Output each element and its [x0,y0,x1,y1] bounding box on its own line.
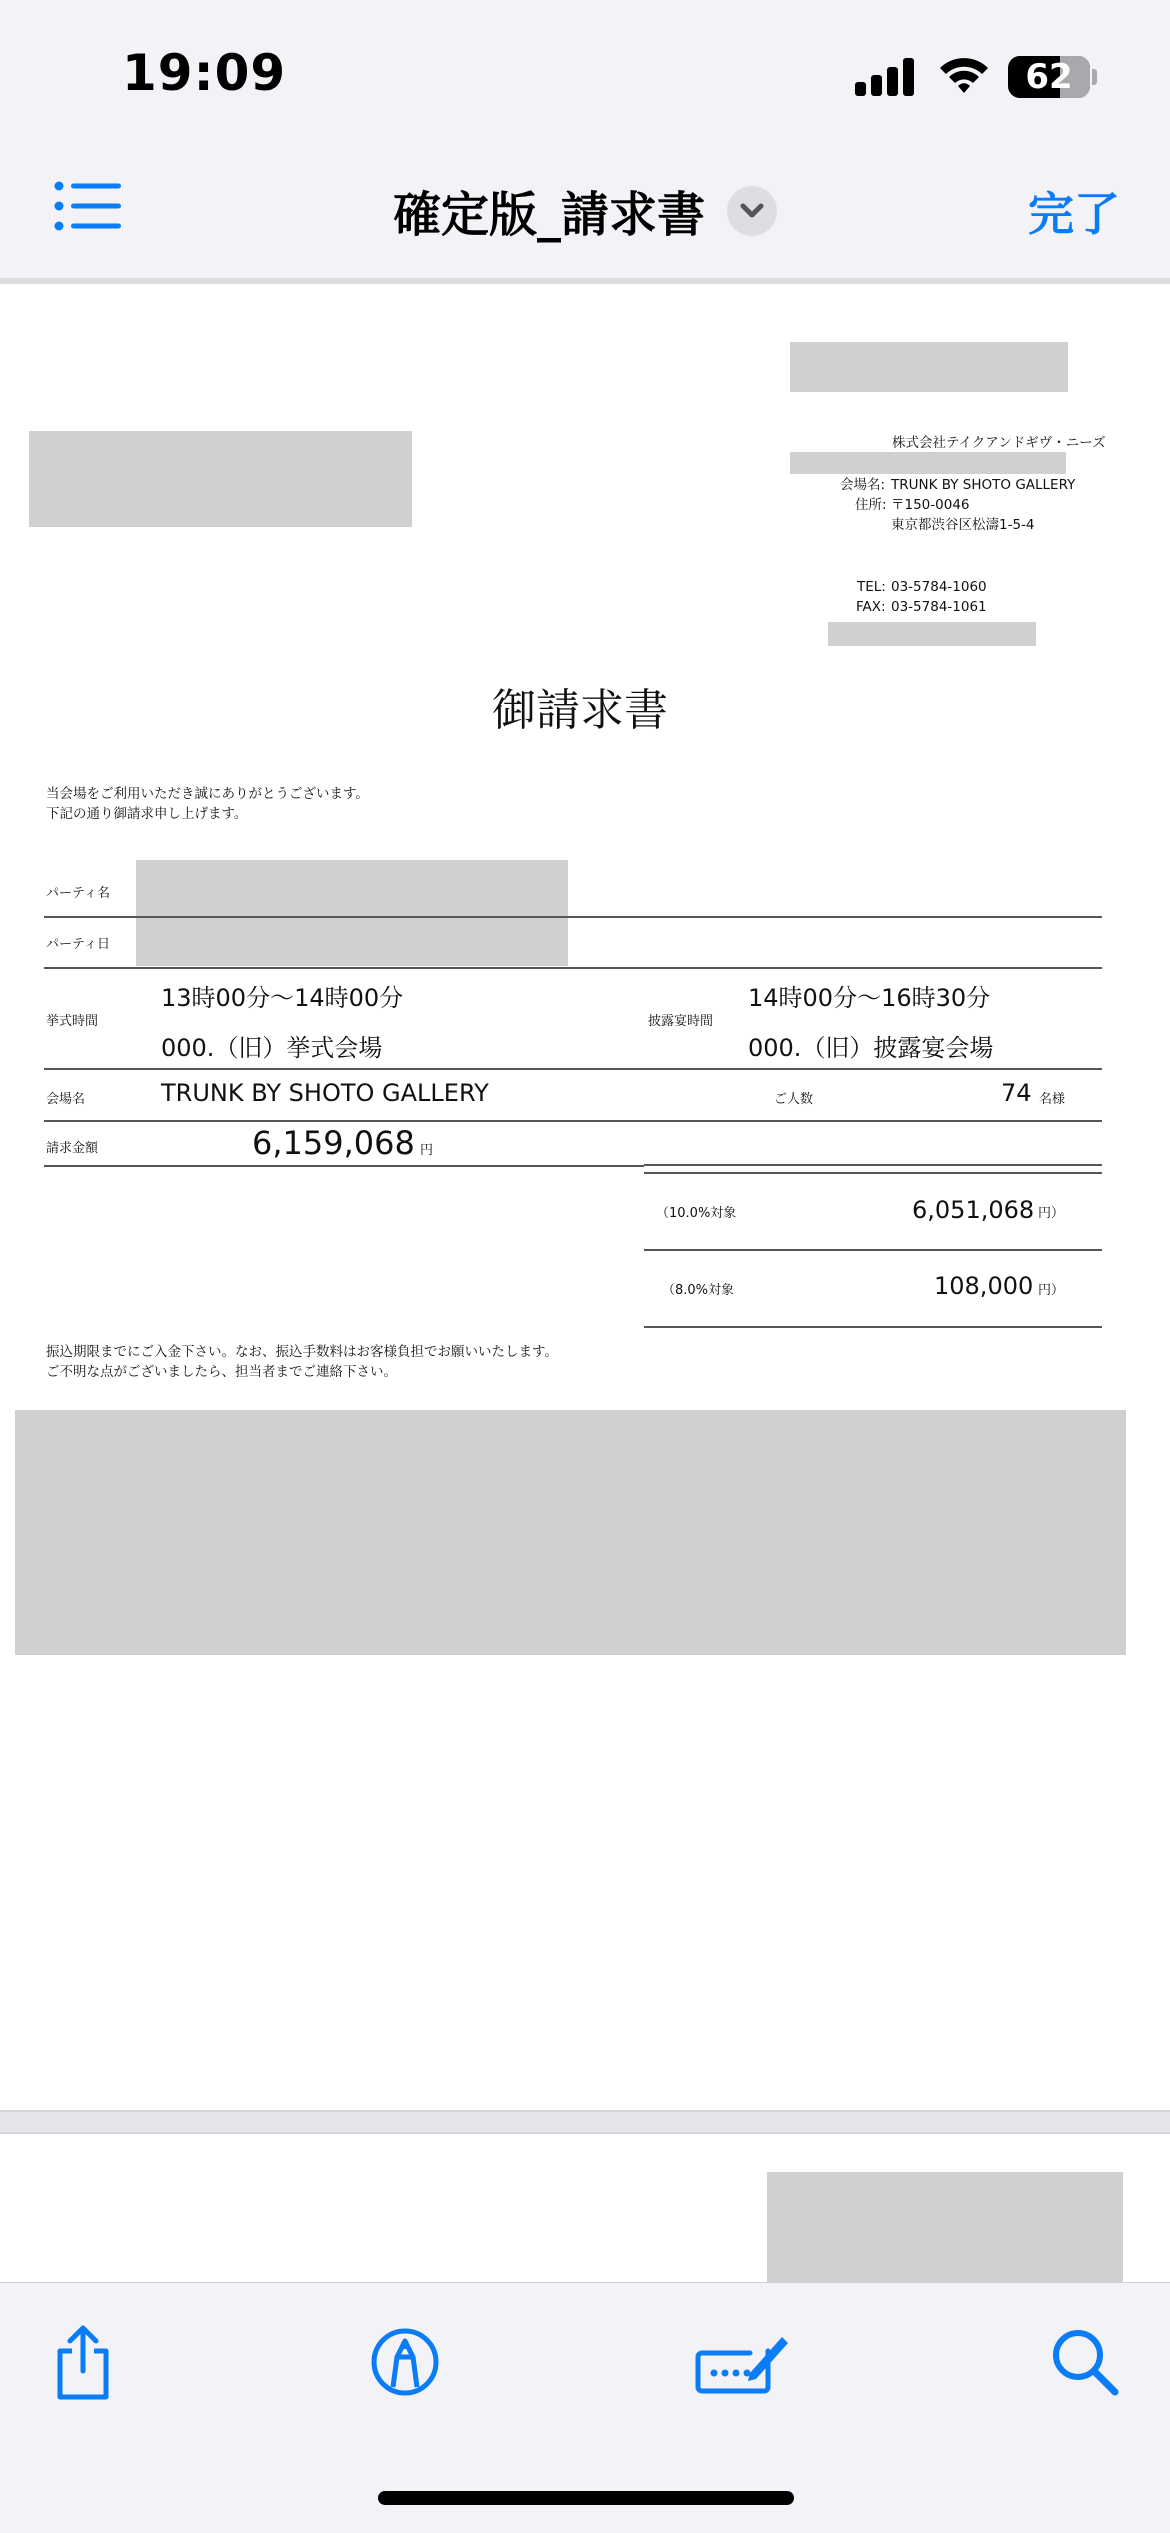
redacted-block [828,622,1036,646]
table-rule [44,1165,644,1167]
note-line-2: ご不明な点がございましたら、担当者までご連絡下さい。 [46,1364,397,1380]
battery-icon [1008,56,1090,98]
home-indicator [378,2491,794,2505]
redacted-block [767,2172,1123,2284]
ceremony-venue: 000.（旧）挙式会場 [161,1034,383,1062]
cellular-signal-icon [855,58,915,96]
status-time: 19:09 [122,44,287,102]
amount-label: 請求金額 [46,1141,99,1156]
note-line-1: 振込期限までにご入金下さい。なお、振込手数料はお客様負担でお願いいたします。 [46,1344,558,1360]
issuer-tel: 03-5784-1060 [891,579,987,595]
document-page-2[interactable] [0,2134,1170,2284]
ceremony-time: 13時00分～14時00分 [161,984,404,1012]
intro-line-2: 下記の通り御請求申し上げます。 [46,806,248,822]
table-rule [644,1164,1102,1166]
party-name-label: パーティ名 [46,886,110,901]
table-rule [644,1172,1102,1174]
issuer-address-label: 住所: [855,497,887,513]
issuer-company: 株式会社テイクアンドギヴ・ニーズ [892,435,1106,451]
reception-time: 14時00分～16時30分 [748,984,991,1012]
share-icon[interactable] [52,2323,114,2401]
table-rule [44,1120,1102,1122]
party-date-label: パーティ日 [46,937,110,952]
redacted-party-info [136,860,568,966]
reception-venue: 000.（旧）披露宴会場 [748,1034,994,1062]
guests-count: 74 [1001,1079,1032,1107]
issuer-venue-label: 会場名: [840,477,886,493]
tax8-label: （8.0%対象 [662,1283,735,1298]
ceremony-time-label: 挙式時間 [46,1014,99,1029]
invoice-amount: 6,159,068 [252,1124,415,1162]
tax8-amount: 108,000 [934,1272,1034,1300]
guests-unit: 名様 [1039,1092,1066,1107]
table-rule [44,1068,1102,1070]
done-button[interactable]: 完了 [1028,187,1120,241]
document-page[interactable] [0,284,1170,2110]
redacted-block [790,452,1066,474]
reception-time-label: 披露宴時間 [648,1014,714,1029]
table-rule [44,916,1102,918]
venue-name: TRUNK BY SHOTO GALLERY [161,1079,489,1107]
markup-icon[interactable] [370,2327,440,2397]
issuer-tel-label: TEL: [857,579,886,595]
tax8-unit: 円） [1038,1283,1065,1298]
page-separator [0,2110,1170,2134]
redacted-block [29,431,412,527]
battery-level: 62 [1025,57,1073,97]
tax10-unit: 円） [1038,1206,1065,1221]
issuer-postal: 〒150-0046 [891,497,970,513]
amount-unit: 円 [420,1143,434,1158]
document-title-text: 確定版_請求書 [392,187,705,243]
issuer-venue: TRUNK BY SHOTO GALLERY [891,477,1076,493]
redacted-block [790,342,1068,392]
guests-label: ご人数 [774,1092,814,1107]
table-rule [644,1326,1102,1328]
chevron-down-icon[interactable] [727,186,777,236]
tax10-amount: 6,051,068 [912,1196,1035,1224]
venue-name-label: 会場名 [46,1092,86,1107]
search-icon[interactable] [1050,2327,1120,2397]
table-rule [44,967,1102,969]
issuer-fax-label: FAX: [856,599,886,615]
issuer-address: 東京都渋谷区松濤1-5-4 [891,517,1035,533]
signature-icon[interactable] [694,2329,792,2395]
issuer-fax: 03-5784-1061 [891,599,987,615]
invoice-heading: 御請求書 [492,685,668,736]
table-rule [644,1249,1102,1251]
document-title[interactable] [0,176,1170,245]
tax10-label: （10.0%対象 [656,1206,737,1221]
intro-line-1: 当会場をご利用いただき誠にありがとうございます。 [46,786,369,802]
battery-tip [1092,69,1097,85]
wifi-icon [938,54,990,96]
redacted-block [15,1410,1126,1655]
